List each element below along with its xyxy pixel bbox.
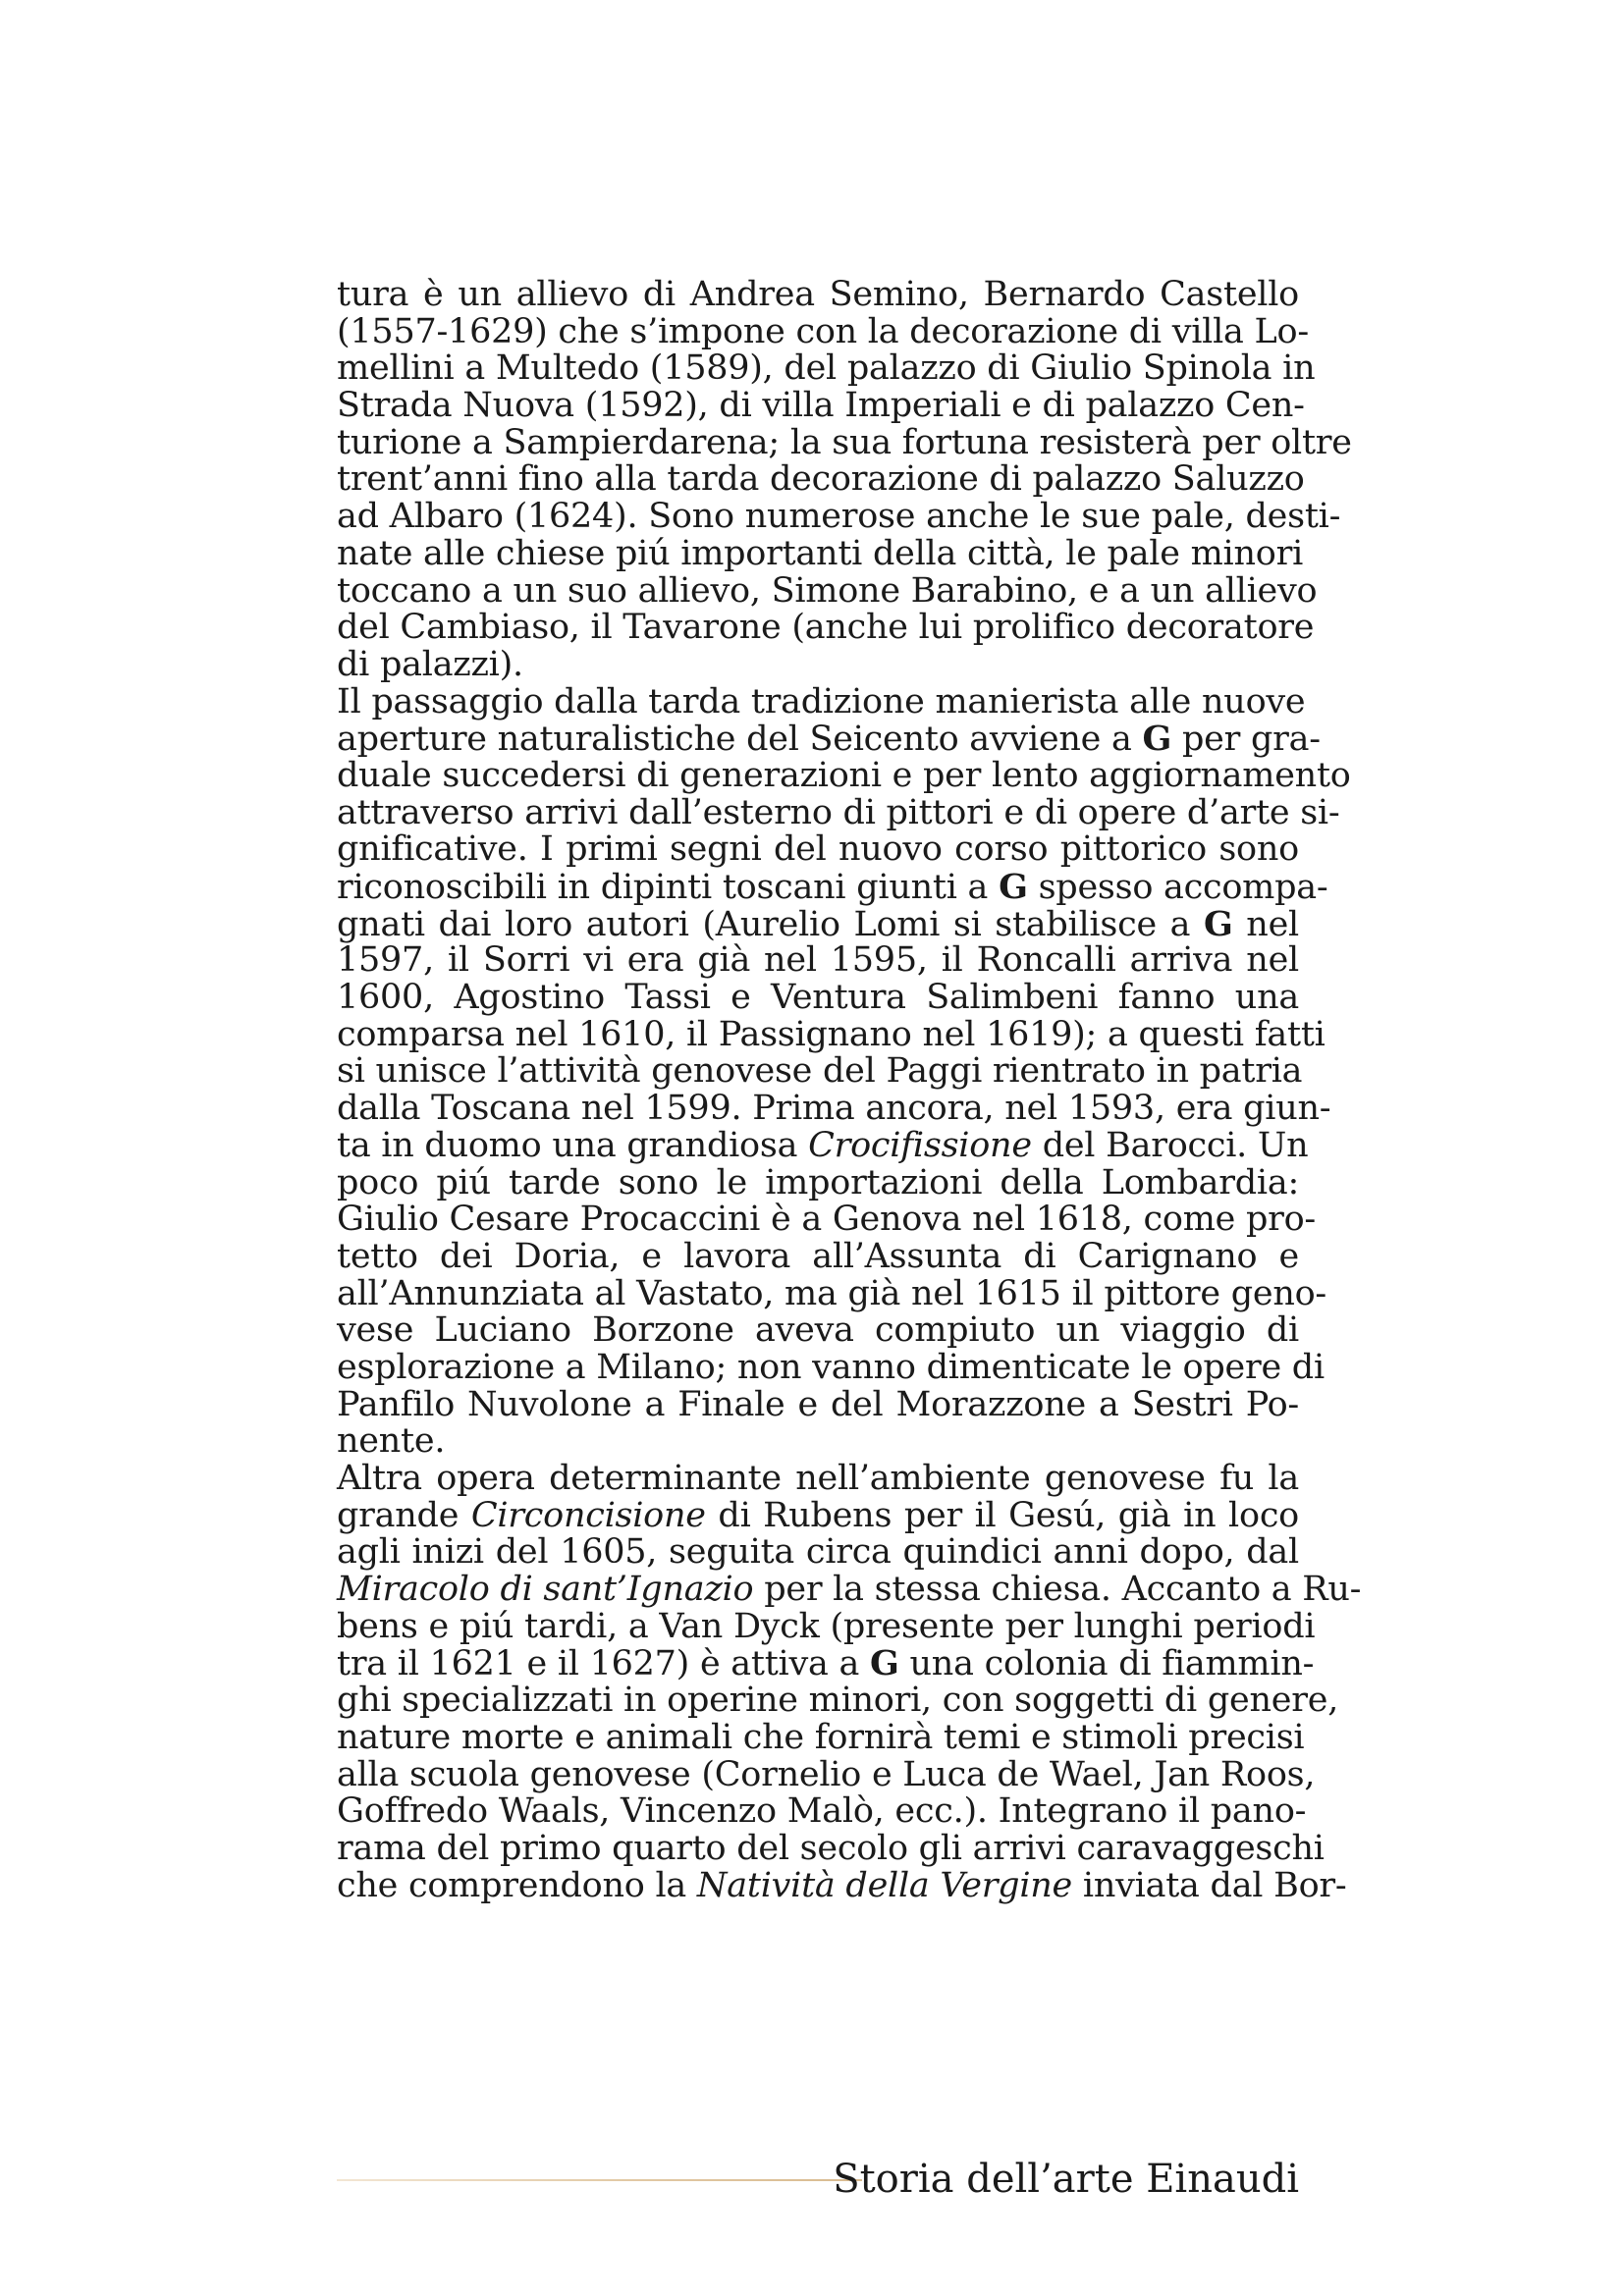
bold-abbreviation: G	[870, 1643, 899, 1684]
text-line: aperture naturalistiche del Seicento avviene a G per gra-	[337, 719, 1321, 760]
text-line: ghi specializzati in operine minori, con soggetti di genere,	[337, 1681, 1339, 1721]
italic-title: Natività della Vergine	[696, 1865, 1073, 1905]
text-line: 1600, Agostino Tassi e Ventura Salimbeni fanno una	[337, 978, 1299, 1018]
text-line: Il passaggio dalla tarda tradizione manierista alle nuove	[337, 681, 1306, 721]
text-line: Strada Nuova (1592), di villa Imperiali e di palazzo Cen-	[337, 386, 1305, 426]
text-line: nature morte e animali che fornirà temi e stimoli precisi	[337, 1717, 1305, 1757]
text-line: mellini a Multedo (1589), del palazzo di Giulio Spinola in	[337, 348, 1316, 389]
text-line: (1557-1629) che s’impone con la decorazione di villa Lo-	[337, 311, 1309, 351]
body-text	[337, 275, 1362, 1905]
text-line: agli inizi del 1605, seguita circa quindici anni dopo, dal	[337, 1532, 1299, 1573]
bold-abbreviation: G	[1142, 719, 1172, 760]
text-line: comparsa nel 1610, il Passignano nel 1619); a questi fatti	[337, 1014, 1325, 1054]
text-line: ad Albaro (1624). Sono numerose anche le sue pale, desti-	[337, 497, 1341, 537]
paragraph	[337, 1459, 1362, 1905]
text-line: turione a Sampierdarena; la sua fortuna resisterà per oltre	[337, 422, 1352, 462]
text-line: riconoscibili in dipinti toscani giunti a G spesso accompa-	[337, 867, 1328, 907]
paragraph	[337, 275, 1352, 684]
text-line: Miracolo di sant’Ignazio per la stessa chiesa. Accanto a Ru-	[337, 1570, 1362, 1610]
footer-publisher-title: Storia dell’arte Einaudi	[833, 2157, 1299, 2202]
text-line: gnificative. I primi segni del nuovo corso pittorico sono	[337, 829, 1299, 870]
text-line: gnati dai loro autori (Aurelio Lomi si stabilisce a G nel	[337, 903, 1299, 944]
text-line: che comprendono la Natività della Vergine inviata dal Bor-	[337, 1865, 1347, 1905]
text-line: duale succedersi di generazioni e per lento aggiornamento	[337, 755, 1351, 795]
text-line: tetto dei Doria, e lavora all’Assunta di Carignano e	[337, 1236, 1299, 1276]
text-line: all’Annunziata al Vastato, ma già nel 1615 il pittore geno-	[337, 1273, 1327, 1313]
text-line: esplorazione a Milano; non vanno dimenticate le opere di	[337, 1347, 1325, 1387]
text-line: bens e piú tardi, a Van Dyck (presente per lunghi periodi	[337, 1606, 1316, 1646]
text-line: grande Circoncisione di Rubens per il Gesú, già in loco	[337, 1495, 1299, 1535]
text-line: vese Luciano Borzone aveva compiuto un viaggio di	[337, 1310, 1299, 1351]
footer-rule	[337, 2179, 862, 2181]
text-line: toccano a un suo allievo, Simone Barabino, e a un allievo	[337, 570, 1318, 611]
italic-title: Circoncisione	[470, 1495, 706, 1535]
text-line: poco piú tarde sono le importazioni della Lombardia:	[337, 1162, 1299, 1202]
paragraph	[337, 681, 1351, 1462]
text-line: dalla Toscana nel 1599. Prima ancora, nel 1593, era giun-	[337, 1089, 1331, 1129]
text-line: 1597, il Sorri vi era già nel 1595, il Roncalli arriva nel	[337, 940, 1299, 981]
text-line: nente.	[337, 1421, 446, 1462]
text-line: tura è un allievo di Andrea Semino, Bernardo Castello	[337, 275, 1299, 314]
text-line: nate alle chiese piú importanti della città, le pale minori	[337, 533, 1304, 573]
italic-title: Crocifissione	[808, 1125, 1032, 1165]
text-line: alla scuola genovese (Cornelio e Luca de Wael, Jan Roos,	[337, 1754, 1316, 1794]
bold-abbreviation: G	[999, 867, 1028, 907]
text-line: Giulio Cesare Procaccini è a Genova nel 1618, come pro-	[337, 1200, 1317, 1240]
text-line: rama del primo quarto del secolo gli arrivi caravaggeschi	[337, 1828, 1325, 1868]
text-line: attraverso arrivi dall’esterno di pittori e di opere d’arte si-	[337, 792, 1340, 832]
text-line: di palazzi).	[337, 644, 523, 684]
text-line: del Cambiaso, il Tavarone (anche lui prolifico decoratore	[337, 608, 1315, 648]
text-line: si unisce l’attività genovese del Paggi rientrato in patria	[337, 1051, 1303, 1092]
text-line: ta in duomo una grandiosa Crocifissione del Barocci. Un	[337, 1125, 1309, 1165]
text-line: trent’anni fino alla tarda decorazione di palazzo Saluzzo	[337, 459, 1305, 500]
text-line: Altra opera determinante nell’ambiente genovese fu la	[337, 1459, 1299, 1498]
italic-title: Miracolo di sant’Ignazio	[337, 1570, 754, 1610]
text-line: tra il 1621 e il 1627) è attiva a G una colonia di fiammin-	[337, 1643, 1315, 1684]
bold-abbreviation: G	[1203, 903, 1233, 944]
text-line: Goffredo Waals, Vincenzo Malò, ecc.). Integrano il pano-	[337, 1791, 1307, 1832]
text-line: Panfilo Nuvolone a Finale e del Morazzone a Sestri Po-	[337, 1384, 1299, 1424]
